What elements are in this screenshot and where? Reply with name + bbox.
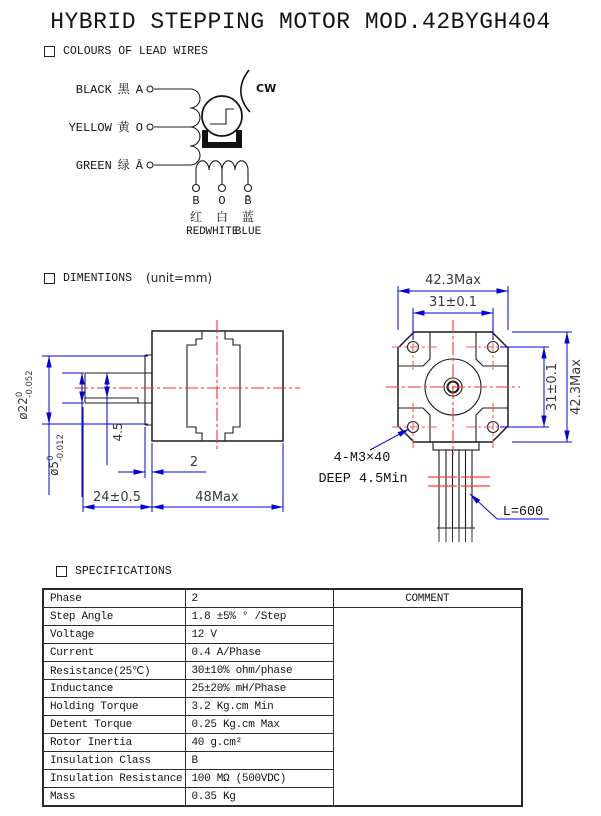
spec-value-cell: 0.4 A/Phase: [185, 644, 333, 662]
spec-value-cell: 25±20% mH/Phase: [185, 680, 333, 698]
color-cn-red: 红: [189, 211, 203, 225]
spec-value-cell: 1.8 ±5% ° /Step: [185, 608, 333, 626]
spec-label-cell: Insulation Class: [43, 752, 185, 770]
dim-front-width-label: 42.3Max: [425, 273, 481, 288]
dim-front-height-label: 42.3Max: [569, 359, 584, 415]
dimensions-heading-label: DIMENTIONS: [63, 271, 133, 285]
section-heading-lead-wires: [44, 45, 208, 58]
dim-phi5-tol-upper: 0: [46, 455, 56, 461]
phase-abar-terminal-row: [76, 158, 190, 173]
vertical-coil: [190, 89, 200, 165]
dim-flat-label: 4.5: [111, 422, 125, 442]
pin-label-bbar: B̄: [244, 194, 252, 208]
spec-label-cell: Current: [43, 644, 185, 662]
spec-label-cell: Phase: [43, 589, 185, 608]
spec-label-cell: Detent Torque: [43, 716, 185, 734]
table-row: [43, 589, 522, 608]
spec-value-cell: 100 MΩ (500VDC): [185, 770, 333, 788]
svg-text:BLACK黑A: [76, 82, 144, 97]
dim-phi5-label: ø5: [47, 460, 61, 476]
dim-body-length-label: 48Max: [195, 490, 239, 505]
color-en-blue: BLUE: [234, 226, 262, 238]
color-cn-blue: 蓝: [241, 211, 255, 225]
dim-hole-spacing-v-label: 31±0.1: [545, 362, 560, 412]
terminal-circle-b: [193, 185, 200, 192]
front-view-dimensions: [318, 273, 584, 520]
terminal-circle-bbar: [245, 185, 252, 192]
svg-text:ø220-0.052: [15, 370, 35, 419]
color-en-white: WHITE: [205, 226, 239, 238]
pin-label-b: B: [192, 194, 200, 208]
side-view-dimensions: [15, 356, 283, 512]
tap-leader-line: [370, 429, 409, 450]
spec-value-cell: 2: [185, 589, 333, 608]
wire-label-yellow-cn: 黄: [117, 121, 130, 135]
spec-label-cell: Resistance(25℃): [43, 662, 185, 680]
cw-rotation-arc: [241, 70, 250, 112]
wire-pin-abar: Ā: [135, 159, 143, 173]
tap-spec-label: 4-M3×40: [333, 451, 391, 466]
wire-pin-o: O: [135, 121, 143, 135]
wire-connector-block: [433, 442, 479, 450]
dim-phi22-tol-lower: -0.052: [25, 370, 35, 398]
comment-body-cell: [333, 608, 522, 807]
cw-label: CW: [256, 82, 277, 95]
spec-value-cell: 0.35 Kg: [185, 788, 333, 807]
spec-label-cell: Step Angle: [43, 608, 185, 626]
page-title: HYBRID STEPPING MOTOR MOD.42BYGH404: [50, 9, 551, 35]
spec-value-cell: 30±10% ohm/phase: [185, 662, 333, 680]
pin-label-o: O: [218, 194, 226, 208]
terminal-circle-a: [147, 86, 153, 92]
terminal-circle-o2: [219, 185, 226, 192]
specifications-table: [42, 588, 523, 807]
lead-wires-heading-label: COLOURS OF LEAD WIRES: [63, 45, 208, 58]
spec-label-cell: Holding Torque: [43, 698, 185, 716]
section-checkbox-icon: [44, 46, 55, 57]
wire-label-black: BLACK: [75, 83, 112, 97]
wire-label-green-cn: 绿: [117, 159, 130, 173]
table-row: [43, 608, 522, 626]
dimensions-unit-note: (unit=mm): [146, 271, 213, 285]
spec-label-cell: Inductance: [43, 680, 185, 698]
lead-length-label: L=600: [502, 505, 544, 520]
phase-o-terminal-row: [69, 120, 190, 135]
dim-boss-label: 2: [189, 455, 199, 470]
spec-value-cell: 40 g.cm²: [185, 734, 333, 752]
spec-value-cell: B: [185, 752, 333, 770]
comment-header-cell: COMMENT: [333, 589, 522, 608]
spec-label-cell: Insulation Resistance: [43, 770, 185, 788]
stator-bracket: [202, 130, 242, 148]
color-en-red: RED: [186, 226, 206, 238]
lead-wires-diagram: [40, 60, 310, 240]
wire-label-green: GREEN: [75, 159, 112, 173]
spec-label-cell: Mass: [43, 788, 185, 807]
lead-wires-bundle: [439, 450, 472, 528]
dimension-drawing: [0, 258, 601, 558]
spec-label-cell: Rotor Inertia: [43, 734, 185, 752]
section-checkbox-icon: [56, 566, 67, 577]
wire-pin-a: A: [135, 83, 143, 97]
section-heading-specifications: [56, 565, 172, 578]
tap-depth-label: DEEP 4.5Min: [318, 472, 408, 487]
specifications-heading-label: SPECIFICATIONS: [75, 565, 172, 578]
dim-hole-spacing-h-label: 31±0.1: [428, 295, 478, 310]
dim-phi22-tol-upper: 0: [15, 391, 25, 398]
dim-phi5-tol-lower: -0.012: [56, 434, 66, 462]
terminal-circle-abar: [147, 162, 153, 168]
wire-label-black-cn: 黑: [117, 83, 130, 97]
phase-a-terminal-row: [76, 82, 190, 97]
lead-length-leader-line: [470, 494, 497, 519]
dim-shaft-length-label: 24±0.5: [92, 490, 142, 505]
spec-value-cell: 12 V: [185, 626, 333, 644]
dim-phi22-label: ø22: [16, 397, 30, 420]
horizontal-coil: [196, 161, 248, 170]
spec-value-cell: 3.2 Kg.cm Min: [185, 698, 333, 716]
svg-text:GREEN绿Ā: [76, 158, 144, 173]
spec-value-cell: 0.25 Kg.cm Max: [185, 716, 333, 734]
color-cn-white: 白: [215, 211, 229, 225]
wire-label-yellow: YELLOW: [68, 121, 112, 135]
svg-text:YELLOW黄O: [69, 120, 143, 135]
spec-label-cell: Voltage: [43, 626, 185, 644]
terminal-circle-o: [147, 124, 153, 130]
